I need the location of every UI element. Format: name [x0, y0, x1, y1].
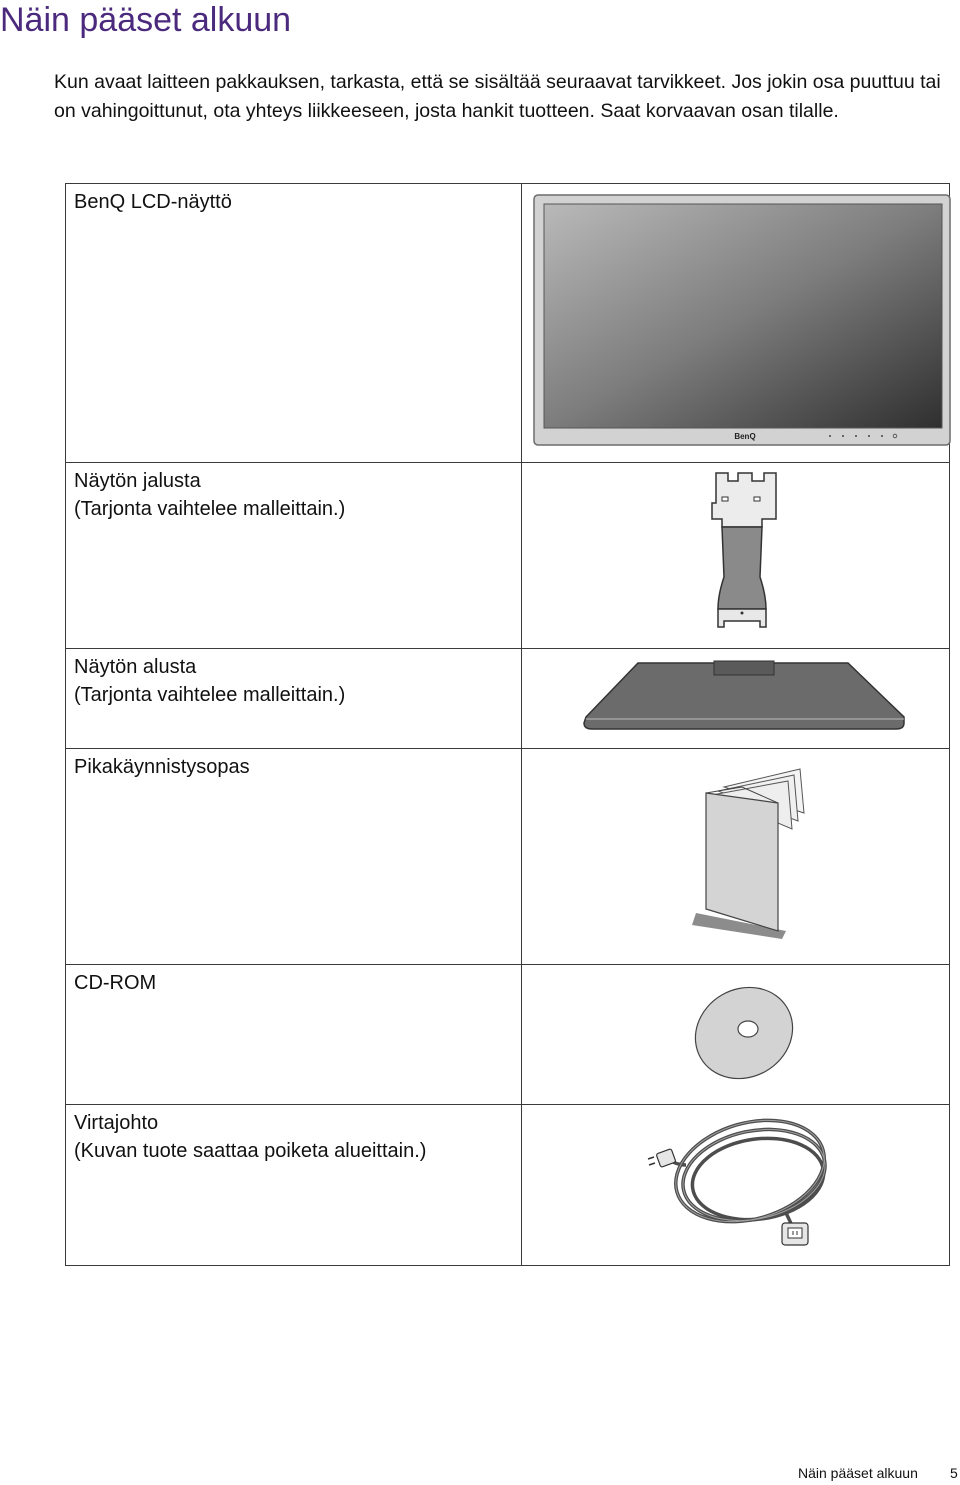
footer-section-title: Näin pääset alkuun — [798, 1465, 918, 1481]
item-label-cell — [66, 1105, 522, 1266]
table-row — [66, 965, 950, 1105]
item-image-cell — [522, 463, 950, 649]
table-row — [66, 1105, 950, 1266]
item-image-cell — [522, 749, 950, 965]
item-image-cell — [522, 184, 950, 463]
table-row — [66, 749, 950, 965]
page-title: Näin pääset alkuun — [0, 1, 292, 39]
intro-paragraph: Kun avaat laitteen pakkauksen, tarkasta, että se sisältää seuraavat tarvikkeet. Jos jokin osa puuttuu tai on vahingoittunut, ota yhteys liikkeeseen, josta hankit tuotteen. Saat korvaavan osan tilalle. — [54, 71, 941, 122]
power-cord-icon — [646, 1113, 846, 1253]
monitor-base-icon — [578, 657, 910, 737]
item-image-cell — [522, 1105, 950, 1266]
item-name: CD-ROM — [74, 972, 157, 994]
table-row — [66, 649, 950, 749]
table-row — [66, 184, 950, 463]
item-name: Näytön alusta — [74, 656, 197, 678]
item-name: Pikakäynnistysopas — [74, 756, 250, 778]
item-label-cell — [66, 965, 522, 1105]
item-label-cell — [66, 749, 522, 965]
item-note: (Kuvan tuote saattaa poiketa alueittain.) — [74, 1140, 427, 1162]
brand-logo: BenQ — [734, 432, 756, 441]
item-label-cell — [66, 649, 522, 749]
item-label-cell — [66, 463, 522, 649]
item-image-cell — [522, 649, 950, 749]
item-label-cell — [66, 184, 522, 463]
item-image-cell — [522, 965, 950, 1105]
item-name: Virtajohto — [74, 1112, 159, 1134]
item-name: Näytön jalusta — [74, 470, 201, 492]
item-note: (Tarjonta vaihtelee malleittain.) — [74, 684, 346, 706]
package-contents-table — [65, 183, 950, 1266]
item-name: BenQ LCD-näyttö — [74, 191, 232, 213]
table-row — [66, 463, 950, 649]
quick-start-guide-icon — [682, 763, 822, 943]
page-number: 5 — [950, 1465, 958, 1481]
cd-disc-icon — [688, 979, 798, 1083]
lcd-monitor-icon — [530, 192, 955, 452]
monitor-stand-arm-icon — [702, 467, 782, 639]
item-note: (Tarjonta vaihtelee malleittain.) — [74, 498, 346, 520]
